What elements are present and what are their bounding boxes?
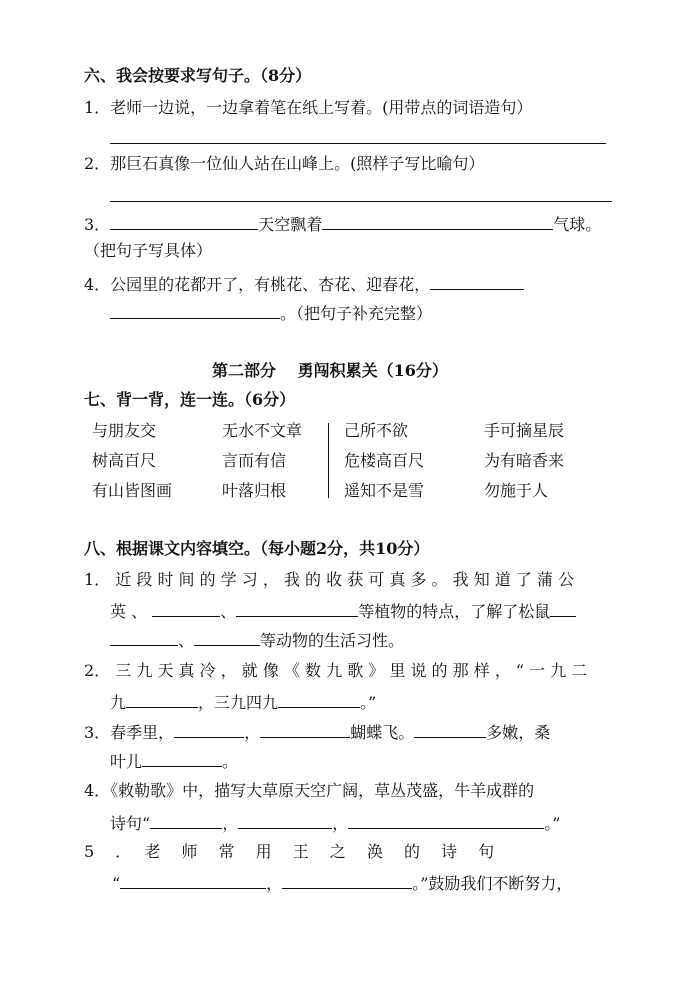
- match-item[interactable]: 树高百尺: [92, 451, 157, 470]
- q1-sep: 、: [220, 602, 237, 621]
- q3-text-b-end: 。: [222, 752, 239, 771]
- section6-q3: [84, 213, 601, 235]
- q5-sep: ，: [266, 874, 283, 893]
- q1-text-end: 等动物的生活习性。: [260, 631, 405, 650]
- section8-q1-line2: [110, 600, 576, 622]
- match-column-1: [92, 421, 172, 511]
- section6-q3-note: （把句子写具体）: [84, 241, 213, 260]
- q1-blank-5[interactable]: [194, 629, 260, 646]
- q4-blank-1[interactable]: [150, 812, 222, 829]
- q3-blank-2[interactable]: [322, 213, 553, 230]
- q4-sep-1: ，: [222, 814, 239, 833]
- q3-text-start: 3．春季里，: [84, 723, 175, 742]
- q3-mid-text: 天空飘着: [258, 215, 323, 234]
- part2-title: 第二部分 勇闯积累关（16分）: [212, 361, 448, 380]
- q2-text-start: 九: [110, 693, 127, 712]
- match-item[interactable]: 为有暗香来: [484, 451, 565, 470]
- section8-q4-line1: 4．《敕勒歌》中，描写大草原天空广阔，草丛茂盛，牛羊成群的: [84, 781, 535, 800]
- q5-blank-2[interactable]: [282, 872, 412, 889]
- match-item[interactable]: 遥知不是雪: [344, 481, 425, 500]
- q4-blank-3[interactable]: [348, 812, 544, 829]
- q4-end-text: 。（把句子补充完整）: [280, 304, 433, 323]
- q1-blank-2[interactable]: [236, 600, 358, 617]
- section8-title: 八、根据课文内容填空。（每小题2分，共10分）: [84, 539, 430, 558]
- q3-text-b-start: 叶儿: [110, 752, 143, 771]
- q5-text-start: “: [112, 874, 121, 893]
- section8-q3-line1: [84, 721, 550, 743]
- column-divider: [328, 423, 329, 498]
- q4-sep-2: ，: [332, 814, 349, 833]
- q4-blank-2[interactable]: [110, 302, 280, 319]
- section6-q4-cont: [110, 302, 432, 324]
- section8-q5-line1: 5 ． 老 师 常 用 王 之 涣 的 诗 句: [84, 842, 495, 861]
- q4-text: 4．公园里的花都开了，有桃花、杏花、迎春花，: [84, 275, 431, 294]
- match-item[interactable]: 无水不文章: [222, 421, 303, 440]
- q1-sep-2: 、: [178, 631, 195, 650]
- q3-blank-3[interactable]: [414, 721, 486, 738]
- match-item[interactable]: 勿施于人: [484, 481, 549, 500]
- q3-text-mid: 蝴蝶飞。: [350, 723, 415, 742]
- q1-blank-4[interactable]: [110, 629, 178, 646]
- answer-line-q1[interactable]: [110, 143, 606, 144]
- match-column-3: [344, 421, 424, 511]
- section8-q1-line1: 1． 近 段 时 间 的 学 习 ， 我 的 收 获 可 真 多 。 我 知 道 了 蒲 公: [84, 570, 575, 589]
- match-item[interactable]: 危楼高百尺: [344, 451, 425, 470]
- section7-title: 七、背一背，连一连。（6分）: [84, 390, 296, 409]
- answer-line-q2[interactable]: [110, 201, 612, 202]
- q5-text-end: 。”鼓励我们不断努力，: [412, 874, 573, 893]
- q3-blank-1[interactable]: [110, 213, 258, 230]
- q3-blank-1[interactable]: [174, 721, 244, 738]
- q1-text-mid: 等植物的特点，了解了松鼠: [358, 602, 551, 621]
- section6-title: 六、我会按要求写句子。（8分）: [84, 66, 312, 85]
- q5-blank-1[interactable]: [120, 872, 266, 889]
- match-item[interactable]: 言而有信: [222, 451, 287, 470]
- section6-q4: [84, 273, 524, 295]
- q3-blank-4[interactable]: [142, 750, 222, 767]
- q3-sep: ，: [244, 723, 261, 742]
- section8-q4-line2: [110, 812, 560, 834]
- match-item[interactable]: 己所不欲: [344, 421, 409, 440]
- q4-blank-1[interactable]: [430, 273, 524, 290]
- q3-end-text: 气球。: [553, 215, 602, 234]
- match-item[interactable]: 叶落归根: [222, 481, 287, 500]
- q1-blank-1[interactable]: [152, 600, 220, 617]
- q2-blank-1[interactable]: [126, 691, 198, 708]
- q3-blank-2[interactable]: [260, 721, 350, 738]
- match-item[interactable]: 有山皆图画: [92, 481, 173, 500]
- q3-text-mid2: 多嫩，桑: [486, 723, 551, 742]
- q2-blank-2[interactable]: [278, 691, 360, 708]
- match-column-2: [222, 421, 302, 511]
- q4-text-start: 诗句“: [110, 814, 151, 833]
- q3-number: 3．: [84, 215, 111, 234]
- q4-text-end: 。”: [544, 814, 561, 833]
- match-column-4: [484, 421, 564, 511]
- section8-q3-line2: [110, 750, 238, 772]
- section6-q1: 1．老师一边说，一边拿着笔在纸上写着。(用带点的词语造句）: [84, 98, 533, 117]
- section8-q2-line2: [110, 691, 376, 713]
- match-item[interactable]: 与朋友交: [92, 421, 157, 440]
- section8-q2-line1: 2． 三 九 天 真 冷 ， 就 像 《 数 九 歌 》 里 说 的 那 样 ， “ 一 九 二: [84, 661, 588, 680]
- q1-blank-3[interactable]: [550, 600, 576, 617]
- q1-text-start: 英 、: [110, 602, 148, 621]
- section8-q5-line2: [112, 872, 572, 894]
- match-item[interactable]: 手可摘星辰: [484, 421, 565, 440]
- section8-q1-line3: [110, 629, 404, 651]
- q2-text-mid: ，三九四九: [198, 693, 279, 712]
- q2-text-end: 。”: [360, 693, 377, 712]
- q4-blank-2[interactable]: [238, 812, 332, 829]
- section6-q2: 2．那巨石真像一位仙人站在山峰上。(照样子写比喻句）: [84, 154, 485, 173]
